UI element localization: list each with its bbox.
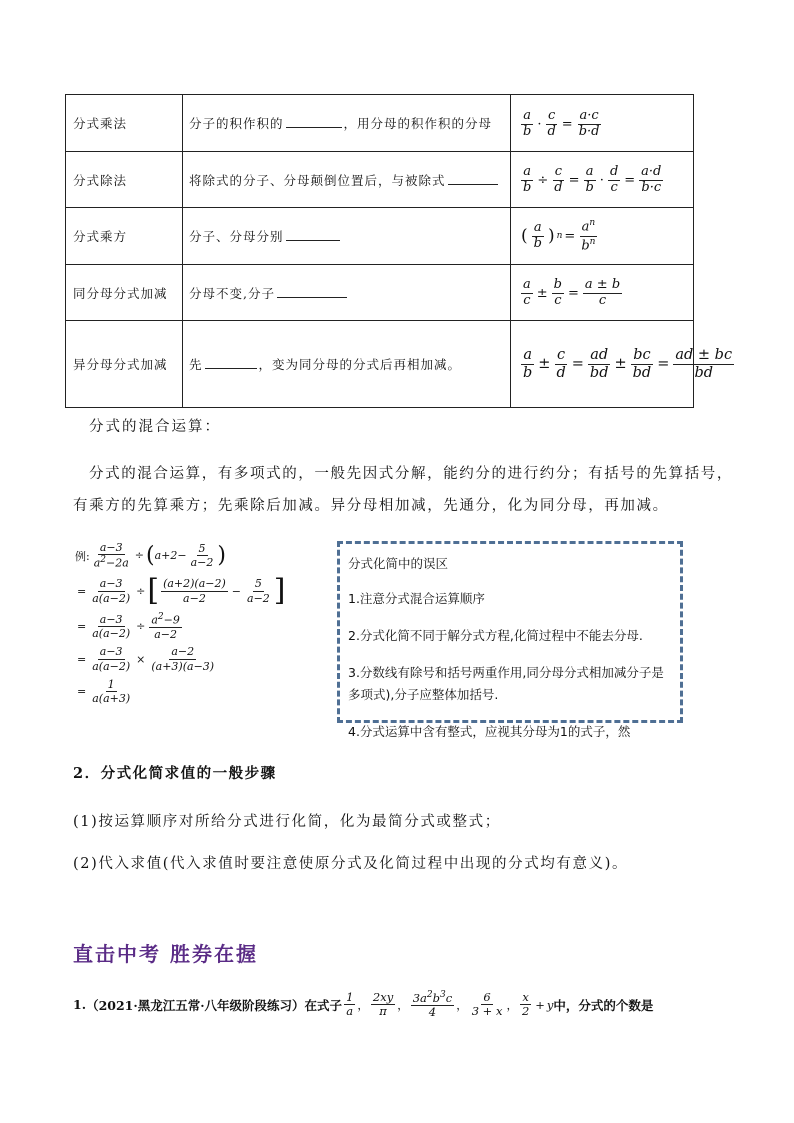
fill-blank	[286, 228, 340, 241]
op-description	[183, 208, 511, 265]
mistakes-title: 分式化简中的误区	[348, 556, 449, 571]
op-formula	[511, 208, 694, 265]
op-name: 异分母分式加减	[66, 321, 183, 408]
table-row	[66, 321, 694, 408]
op-name: 分式乘方	[66, 208, 183, 265]
table-row	[66, 152, 694, 208]
op-name: 分式乘法	[66, 95, 183, 152]
formula-divide: $\frac{a}{b}$ ÷ $\frac{c}{d}$ = $\frac{a}{b}$ · $\frac{d}{c}$ = $\frac{a\cdot d}{b\cdot c}$	[523, 164, 662, 195]
mistake-item: 4.分式运算中含有整式，应视其分母为1的式子，然	[348, 723, 631, 739]
desc-text: ，变为同分母的分式后再相加减。	[258, 357, 462, 372]
fill-blank	[205, 356, 257, 369]
desc-text: 分母不变,分子	[189, 285, 275, 301]
example-line: = $\frac{a-3}{a(a-2)}$ ÷ [ $\frac{(a+2)(a-2)}{a-2}$ − $\frac{5}{a-2}$ ]	[77, 573, 286, 608]
formula-same-denominator: $\frac{a}{c}$ ± $\frac{b}{c}$ = $\frac{a \pm b}{c}$	[523, 277, 621, 308]
formula-multiply: $\frac{a}{b}$ · $\frac{c}{d}$ = $\frac{a\cdot c}{b\cdot d}$	[523, 107, 600, 139]
op-name: 同分母分式加减	[66, 265, 183, 321]
example-line: = $\frac{1}{a(a+3)}$	[77, 677, 131, 705]
op-description	[183, 152, 511, 208]
mixed-rule-line2: 有乘方的先算乘方；先乘除后加减。异分母相加减，先通分，化为同分母，再加减。	[73, 498, 669, 514]
fill-blank	[448, 172, 498, 185]
mixed-rule-line1: 分式的混合运算，有多项式的，一般先因式分解，能约分的进行约分；有括号的先算括号，	[89, 466, 733, 482]
mixed-heading: 分式的混合运算：	[89, 419, 221, 435]
op-formula	[511, 95, 694, 152]
fill-blank	[286, 115, 342, 128]
desc-text: ，用分母的积作积的分母	[343, 116, 493, 131]
step-1: (1)按运算顺序对所给分式进行化简，化为最简分式或整式；	[73, 814, 501, 830]
op-name: 分式除法	[66, 152, 183, 208]
op-description	[183, 321, 511, 408]
example-line: = $\frac{a-3}{a(a-2)}$ × $\frac{a-2}{(a+3)(a-3)}$	[77, 645, 215, 673]
section-title: 直击中考 胜券在握	[73, 942, 258, 966]
expression-list: $\frac{1}{a}$ ， $\frac{2xy}{\pi}$ ， $\frac{3a^2b^3c}{4}$ ， $\frac{6}{3 + x}$ ， $\frac{x}{2}$ + y	[346, 989, 554, 1020]
question-number: 1.	[73, 997, 87, 1013]
op-formula	[511, 265, 694, 321]
op-formula	[511, 321, 733, 408]
table-row	[66, 95, 694, 152]
worked-example	[75, 540, 335, 707]
mistake-item: 3.分数线有除号和括号两重作用,同分母分式相加减分子是多项式),分子应整体加括号.	[348, 664, 664, 702]
desc-text: 先	[189, 357, 203, 372]
op-description	[183, 95, 511, 152]
table-row	[66, 208, 694, 265]
mistake-item: 2.分式化简不同于解分式方程,化简过程中不能去分母.	[348, 627, 643, 643]
desc-text: 将除式的分子、分母颠倒位置后，与被除式	[189, 172, 446, 188]
mistake-item: 1.注意分式混合运算顺序	[348, 591, 485, 606]
desc-text: 分子的积作积的	[189, 116, 284, 131]
op-formula	[511, 152, 694, 208]
fill-blank	[277, 285, 347, 298]
steps-heading: 2．分式化简求值的一般步骤	[73, 765, 277, 782]
step-2: (2)代入求值(代入求值时要注意使原分式及化简过程中出现的分式均有意义)。	[73, 856, 629, 872]
fraction-operations-table	[65, 94, 733, 408]
formula-power: ( $\frac{a}{b}$ ) n = $\frac{a^n}{b^n}$	[521, 218, 596, 253]
question-1	[73, 990, 653, 1019]
question-tail: 中，分式的个数是	[553, 997, 654, 1013]
example-label: 例:	[75, 549, 90, 563]
op-description	[183, 265, 511, 321]
question-source: （2021·黑龙江五常·八年级阶段练习）在式子	[86, 997, 343, 1013]
example-line: = $\frac{a-3}{a(a-2)}$ ÷ $\frac{a^2-9}{a-2}$	[77, 611, 180, 641]
table-row	[66, 265, 694, 321]
example-line: 例: $\frac{a-3}{a^2-2a}$ ÷ ( a+2− $\frac{5}{a-2}$ )	[75, 540, 226, 570]
formula-diff-denominator: $\frac{a}{b}$ ± $\frac{c}{d}$ = $\frac{ad}{bd}$ ± $\frac{bc}{bd}$ = $\frac{ad \pm bc}{bd}$	[523, 346, 733, 381]
common-mistakes-box	[337, 541, 683, 739]
desc-text: 分子、分母分别	[189, 229, 284, 244]
